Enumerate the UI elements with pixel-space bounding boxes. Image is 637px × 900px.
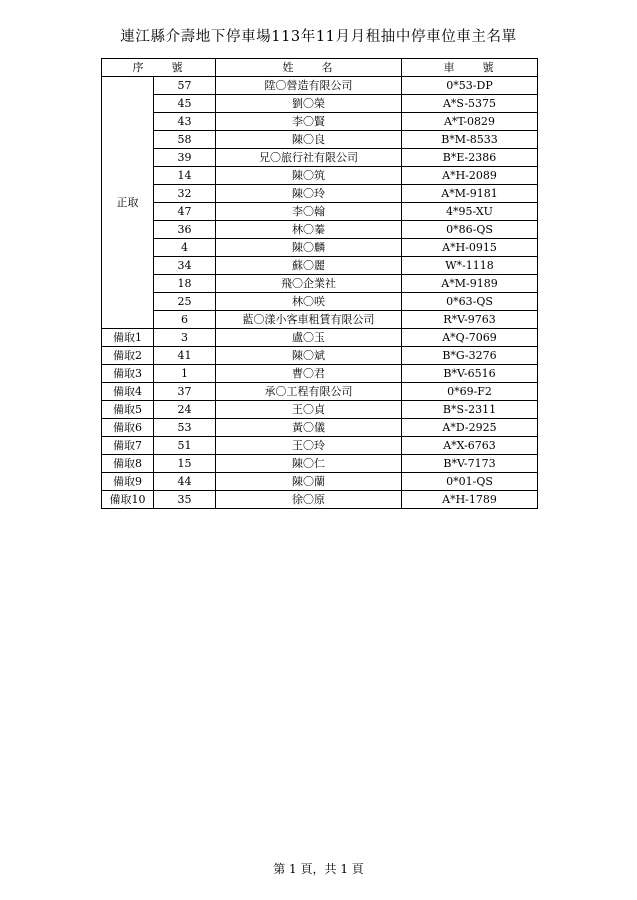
plate-number: B*G-3276 [402, 347, 538, 365]
table-row [102, 311, 538, 329]
table-row [102, 131, 538, 149]
parking-winners-table [101, 58, 538, 509]
owner-name: 陳〇斌 [216, 347, 402, 365]
table-row [102, 419, 538, 437]
plate-number: A*M-9181 [402, 185, 538, 203]
owner-name: 盧〇玉 [216, 329, 402, 347]
seq-number: 43 [154, 113, 216, 131]
table-row [102, 185, 538, 203]
plate-number: 0*86-QS [402, 221, 538, 239]
seq-number: 1 [154, 365, 216, 383]
owner-name: 陳〇仁 [216, 455, 402, 473]
plate-number: B*V-6516 [402, 365, 538, 383]
plate-number: 4*95-XU [402, 203, 538, 221]
seq-number: 32 [154, 185, 216, 203]
backup-label: 備取9 [102, 473, 154, 491]
header-name: 姓 名 [216, 59, 402, 77]
plate-number: R*V-9763 [402, 311, 538, 329]
seq-number: 3 [154, 329, 216, 347]
table-row [102, 113, 538, 131]
owner-name: 黃〇儀 [216, 419, 402, 437]
plate-number: A*H-2089 [402, 167, 538, 185]
backup-label: 備取1 [102, 329, 154, 347]
owner-name: 劉〇榮 [216, 95, 402, 113]
table-row [102, 455, 538, 473]
table-row [102, 437, 538, 455]
seq-number: 58 [154, 131, 216, 149]
header-seq: 序 號 [102, 59, 216, 77]
table-row [102, 401, 538, 419]
backup-label: 備取5 [102, 401, 154, 419]
owner-name: 王〇貞 [216, 401, 402, 419]
table-row [102, 473, 538, 491]
plate-number: 0*63-QS [402, 293, 538, 311]
owner-name: 陳〇蘭 [216, 473, 402, 491]
table-row [102, 221, 538, 239]
plate-number: B*E-2386 [402, 149, 538, 167]
owner-name: 藍〇漾小客車租賃有限公司 [216, 311, 402, 329]
table-row [102, 77, 538, 95]
owner-name: 陳〇麟 [216, 239, 402, 257]
plate-number: A*H-1789 [402, 491, 538, 509]
backup-label: 備取6 [102, 419, 154, 437]
header-plate: 車 號 [402, 59, 538, 77]
owner-name: 李〇賢 [216, 113, 402, 131]
table-row [102, 257, 538, 275]
table-row [102, 149, 538, 167]
backup-label: 備取2 [102, 347, 154, 365]
table-row [102, 491, 538, 509]
owner-name: 兄〇旅行社有限公司 [216, 149, 402, 167]
table-row [102, 275, 538, 293]
seq-number: 6 [154, 311, 216, 329]
seq-number: 18 [154, 275, 216, 293]
page-footer: 第 1 頁，共 1 頁 [273, 862, 364, 876]
owner-name: 徐〇原 [216, 491, 402, 509]
owner-name: 陳〇筑 [216, 167, 402, 185]
plate-number: 0*53-DP [402, 77, 538, 95]
table-row [102, 239, 538, 257]
plate-number: A*S-5375 [402, 95, 538, 113]
seq-number: 44 [154, 473, 216, 491]
plate-number: A*T-0829 [402, 113, 538, 131]
seq-number: 35 [154, 491, 216, 509]
plate-number: A*M-9189 [402, 275, 538, 293]
plate-number: B*V-7173 [402, 455, 538, 473]
owner-name: 林〇咲 [216, 293, 402, 311]
plate-number: B*M-8533 [402, 131, 538, 149]
seq-number: 39 [154, 149, 216, 167]
owner-name: 林〇蓁 [216, 221, 402, 239]
backup-label: 備取10 [102, 491, 154, 509]
plate-number: A*Q-7069 [402, 329, 538, 347]
owner-name: 蘇〇麗 [216, 257, 402, 275]
page-title: 連江縣介壽地下停車場113年11月月租抽中停車位車主名單 [120, 29, 517, 45]
table-row [102, 203, 538, 221]
owner-name: 王〇玲 [216, 437, 402, 455]
seq-number: 36 [154, 221, 216, 239]
seq-number: 34 [154, 257, 216, 275]
plate-number: 0*01-QS [402, 473, 538, 491]
table-body [102, 77, 538, 509]
backup-label: 備取3 [102, 365, 154, 383]
seq-number: 37 [154, 383, 216, 401]
seq-number: 53 [154, 419, 216, 437]
seq-number: 24 [154, 401, 216, 419]
owner-name: 陞〇營造有限公司 [216, 77, 402, 95]
seq-number: 47 [154, 203, 216, 221]
group-label-primary: 正取 [102, 77, 154, 329]
seq-number: 25 [154, 293, 216, 311]
table-header-row [102, 59, 538, 77]
table-row [102, 293, 538, 311]
plate-number: A*D-2925 [402, 419, 538, 437]
backup-label: 備取7 [102, 437, 154, 455]
backup-label: 備取4 [102, 383, 154, 401]
plate-number: A*X-6763 [402, 437, 538, 455]
backup-label: 備取8 [102, 455, 154, 473]
seq-number: 57 [154, 77, 216, 95]
seq-number: 15 [154, 455, 216, 473]
table-row [102, 167, 538, 185]
owner-name: 承〇工程有限公司 [216, 383, 402, 401]
table-row [102, 365, 538, 383]
table-row [102, 347, 538, 365]
owner-name: 飛〇企業社 [216, 275, 402, 293]
plate-number: 0*69-F2 [402, 383, 538, 401]
plate-number: W*-1118 [402, 257, 538, 275]
owner-name: 陳〇良 [216, 131, 402, 149]
plate-number: A*H-0915 [402, 239, 538, 257]
table-row [102, 383, 538, 401]
table-row [102, 329, 538, 347]
seq-number: 45 [154, 95, 216, 113]
seq-number: 51 [154, 437, 216, 455]
seq-number: 14 [154, 167, 216, 185]
owner-name: 曹〇君 [216, 365, 402, 383]
seq-number: 41 [154, 347, 216, 365]
owner-name: 陳〇玲 [216, 185, 402, 203]
table-row [102, 95, 538, 113]
owner-name: 李〇翰 [216, 203, 402, 221]
plate-number: B*S-2311 [402, 401, 538, 419]
seq-number: 4 [154, 239, 216, 257]
